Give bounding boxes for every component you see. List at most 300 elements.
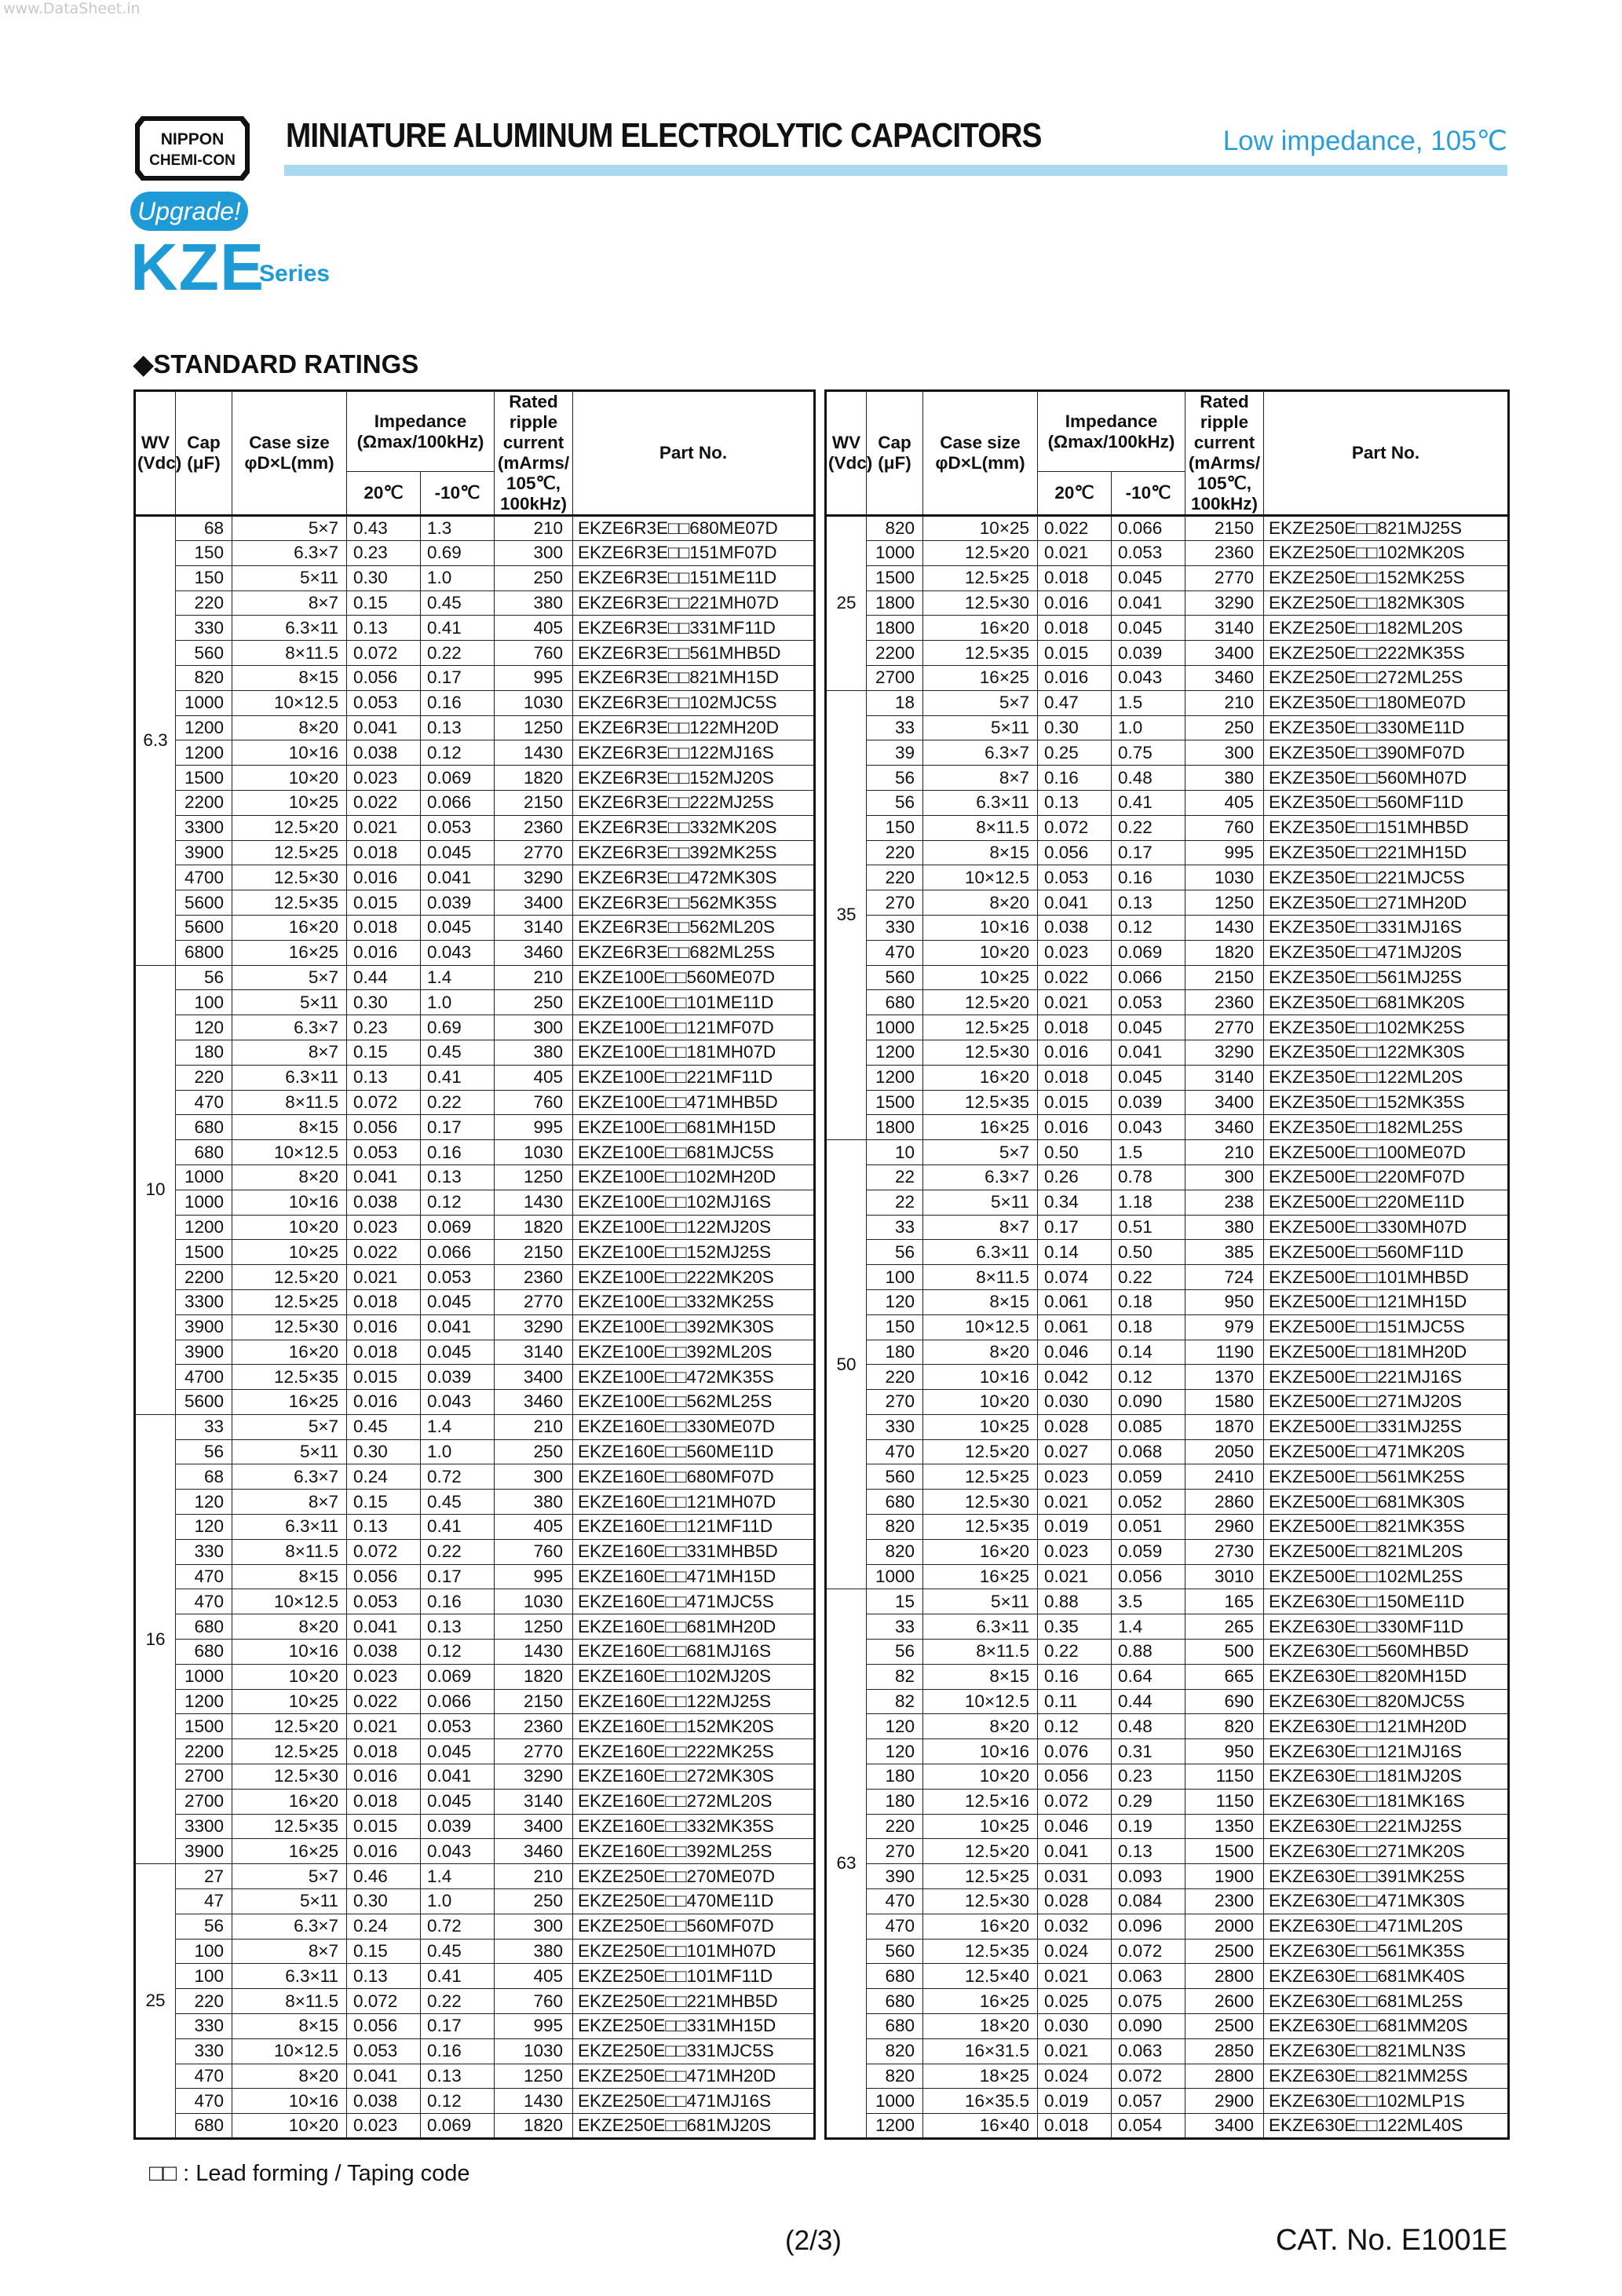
impedance-m10c-cell: 0.13 xyxy=(421,1164,495,1190)
part-number-cell: EKZE630E□□820MH15D xyxy=(1264,1664,1509,1689)
case-size-cell: 12.5×30 xyxy=(923,1490,1038,1515)
case-size-cell: 16×20 xyxy=(232,915,347,940)
part-number-cell: EKZE500E□□151MJC5S xyxy=(1264,1314,1509,1340)
case-size-cell: 10×16 xyxy=(923,915,1038,940)
header-line: Case size xyxy=(249,433,330,452)
part-number-cell: EKZE350E□□330ME11D xyxy=(1264,715,1509,740)
table-row xyxy=(135,565,815,590)
col-header-wv xyxy=(135,391,182,516)
table-row xyxy=(135,1839,815,1864)
impedance-20c-cell: 0.019 xyxy=(1038,2089,1112,2114)
ripple-current-cell: 995 xyxy=(495,1564,573,1589)
header-line: (Vdc) xyxy=(828,453,873,473)
table-row xyxy=(135,1289,815,1314)
impedance-20c-cell: 0.26 xyxy=(1038,1164,1112,1190)
ripple-current-cell: 405 xyxy=(495,1515,573,1540)
cap-cell: 3900 xyxy=(176,1839,232,1864)
ripple-current-cell: 380 xyxy=(495,1490,573,1515)
impedance-m10c-cell: 0.059 xyxy=(1112,1464,1185,1490)
ripple-current-cell: 250 xyxy=(495,990,573,1015)
impedance-m10c-cell: 0.22 xyxy=(421,1539,495,1564)
voltage-cell: 6.3 xyxy=(135,516,176,966)
table-row xyxy=(135,1664,815,1689)
table-row xyxy=(135,1040,815,1065)
ripple-current-cell: 3460 xyxy=(1185,1115,1264,1140)
ripple-current-cell: 300 xyxy=(1185,1164,1264,1190)
impedance-20c-cell: 0.038 xyxy=(347,2089,421,2114)
ripple-current-cell: 210 xyxy=(1185,690,1264,715)
part-number-cell: EKZE630E□□471MK30S xyxy=(1264,1889,1509,1914)
table-row xyxy=(826,1739,1509,1764)
case-size-cell: 12.5×25 xyxy=(923,1015,1038,1040)
cap-cell: 470 xyxy=(867,1889,923,1914)
impedance-20c-cell: 0.018 xyxy=(1038,1015,1112,1040)
cap-cell: 220 xyxy=(867,865,923,890)
part-number-cell: EKZE160E□□121MH07D xyxy=(573,1490,815,1515)
impedance-20c-cell: 0.023 xyxy=(347,1664,421,1689)
cap-cell: 180 xyxy=(176,1040,232,1065)
impedance-20c-cell: 0.056 xyxy=(347,665,421,690)
part-number-cell: EKZE250E□□272ML25S xyxy=(1264,665,1509,690)
impedance-20c-cell: 0.056 xyxy=(1038,1764,1112,1790)
impedance-m10c-cell: 0.066 xyxy=(421,1689,495,1714)
part-number-cell: EKZE250E□□101MF11D xyxy=(573,1964,815,1989)
header-line: Rated xyxy=(509,392,558,411)
case-size-cell: 5×11 xyxy=(923,1190,1038,1215)
cap-cell: 470 xyxy=(867,1914,923,1939)
impedance-m10c-cell: 0.090 xyxy=(1112,1390,1185,1415)
col-header-impedance xyxy=(1038,391,1185,472)
table-row xyxy=(135,641,815,666)
header-line: Impedance xyxy=(374,411,467,431)
impedance-m10c-cell: 0.053 xyxy=(1112,541,1185,566)
case-size-cell: 5×11 xyxy=(232,565,347,590)
impedance-20c-cell: 0.021 xyxy=(1038,1490,1112,1515)
impedance-20c-cell: 0.15 xyxy=(347,1490,421,1515)
cap-cell: 820 xyxy=(176,665,232,690)
impedance-20c-cell: 0.027 xyxy=(1038,1439,1112,1464)
cap-cell: 3900 xyxy=(176,1314,232,1340)
cap-cell: 2200 xyxy=(867,641,923,666)
impedance-20c-cell: 0.022 xyxy=(347,1240,421,1265)
table-row xyxy=(826,1215,1509,1240)
ripple-current-cell: 2150 xyxy=(1185,965,1264,990)
cap-cell: 680 xyxy=(867,1989,923,2014)
part-number-cell: EKZE350E□□102MK25S xyxy=(1264,1015,1509,1040)
case-size-cell: 12.5×40 xyxy=(923,1964,1038,1989)
impedance-m10c-cell: 0.17 xyxy=(421,1115,495,1140)
part-number-cell: EKZE250E□□681MJ20S xyxy=(573,2114,815,2139)
impedance-m10c-cell: 0.50 xyxy=(1112,1240,1185,1265)
cap-cell: 56 xyxy=(176,965,232,990)
impedance-20c-cell: 0.13 xyxy=(1038,790,1112,815)
case-size-cell: 8×11.5 xyxy=(232,1989,347,2014)
part-number-cell: EKZE250E□□222MK35S xyxy=(1264,641,1509,666)
impedance-m10c-cell: 0.22 xyxy=(1112,815,1185,840)
ripple-current-cell: 1150 xyxy=(1185,1764,1264,1790)
impedance-m10c-cell: 1.0 xyxy=(421,1889,495,1914)
ripple-current-cell: 2960 xyxy=(1185,1515,1264,1540)
impedance-m10c-cell: 0.057 xyxy=(1112,2089,1185,2114)
part-number-cell: EKZE500E□□220ME11D xyxy=(1264,1190,1509,1215)
cap-cell: 220 xyxy=(176,1065,232,1090)
cap-cell: 680 xyxy=(176,1614,232,1640)
part-number-cell: EKZE250E□□182MK30S xyxy=(1264,590,1509,616)
impedance-20c-cell: 0.061 xyxy=(1038,1289,1112,1314)
impedance-m10c-cell: 0.13 xyxy=(421,715,495,740)
header-line: (Ωmax/100kHz) xyxy=(1047,431,1175,452)
impedance-20c-cell: 0.038 xyxy=(347,1640,421,1665)
cap-cell: 680 xyxy=(176,2114,232,2139)
impedance-m10c-cell: 0.039 xyxy=(421,1814,495,1839)
ripple-current-cell: 2900 xyxy=(1185,2089,1264,2114)
table-row xyxy=(135,766,815,791)
case-size-cell: 10×20 xyxy=(923,1390,1038,1415)
ripple-current-cell: 2770 xyxy=(495,1739,573,1764)
ripple-current-cell: 1250 xyxy=(495,1614,573,1640)
cap-cell: 3300 xyxy=(176,1814,232,1839)
cap-cell: 100 xyxy=(867,1265,923,1290)
impedance-20c-cell: 0.028 xyxy=(1038,1414,1112,1439)
part-number-cell: EKZE160E□□331MHB5D xyxy=(573,1539,815,1564)
case-size-cell: 10×20 xyxy=(232,766,347,791)
impedance-20c-cell: 0.022 xyxy=(347,1689,421,1714)
part-number-cell: EKZE6R3E□□102MJC5S xyxy=(573,690,815,715)
impedance-20c-cell: 0.053 xyxy=(347,690,421,715)
case-size-cell: 10×12.5 xyxy=(232,690,347,715)
part-number-cell: EKZE350E□□390MF07D xyxy=(1264,740,1509,766)
impedance-m10c-cell: 0.041 xyxy=(421,1764,495,1790)
table-row xyxy=(826,1939,1509,1964)
table-row xyxy=(826,1614,1509,1640)
part-number-cell: EKZE250E□□471MH20D xyxy=(573,2064,815,2089)
impedance-20c-cell: 0.018 xyxy=(1038,1065,1112,1090)
part-number-cell: EKZE6R3E□□122MH20D xyxy=(573,715,815,740)
part-number-cell: EKZE160E□□681MH20D xyxy=(573,1614,815,1640)
cap-cell: 680 xyxy=(176,1140,232,1165)
part-number-cell: EKZE100E□□102MJ16S xyxy=(573,1190,815,1215)
case-size-cell: 18×25 xyxy=(923,2064,1038,2089)
case-size-cell: 10×16 xyxy=(923,1739,1038,1764)
cap-cell: 18 xyxy=(867,690,923,715)
table-row xyxy=(135,2089,815,2114)
cap-cell: 180 xyxy=(867,1789,923,1814)
part-number-cell: EKZE250E□□560MF07D xyxy=(573,1914,815,1939)
impedance-m10c-cell: 0.22 xyxy=(421,1989,495,2014)
cap-cell: 270 xyxy=(867,1839,923,1864)
part-number-cell: EKZE250E□□101MH07D xyxy=(573,1939,815,1964)
case-size-cell: 8×7 xyxy=(232,590,347,616)
part-number-cell: EKZE630E□□122ML40S xyxy=(1264,2114,1509,2139)
ripple-current-cell: 2360 xyxy=(495,1265,573,1290)
impedance-m10c-cell: 0.12 xyxy=(1112,915,1185,940)
table-row xyxy=(826,1015,1509,1040)
case-size-cell: 6.3×11 xyxy=(923,1614,1038,1640)
impedance-m10c-cell: 0.045 xyxy=(421,1289,495,1314)
ripple-current-cell: 995 xyxy=(495,2014,573,2039)
case-size-cell: 5×7 xyxy=(232,965,347,990)
ripple-current-cell: 3460 xyxy=(495,1839,573,1864)
ripple-current-cell: 2860 xyxy=(1185,1490,1264,1515)
impedance-20c-cell: 0.021 xyxy=(1038,1964,1112,1989)
table-row xyxy=(135,1365,815,1390)
part-number-cell: EKZE160E□□222MK25S xyxy=(573,1739,815,1764)
case-size-cell: 12.5×30 xyxy=(923,1889,1038,1914)
part-number-cell: EKZE6R3E□□682ML25S xyxy=(573,940,815,965)
catalog-number: CAT. No. E1001E xyxy=(1275,2224,1507,2257)
cap-cell: 330 xyxy=(176,1539,232,1564)
table-row xyxy=(135,516,815,541)
table-row xyxy=(135,1614,815,1640)
cap-cell: 100 xyxy=(176,990,232,1015)
part-number-cell: EKZE160E□□272MK30S xyxy=(573,1764,815,1790)
case-size-cell: 8×20 xyxy=(923,1340,1038,1365)
impedance-m10c-cell: 0.052 xyxy=(1112,1490,1185,1515)
ripple-current-cell: 1430 xyxy=(495,1190,573,1215)
part-number-cell: EKZE6R3E□□151ME11D xyxy=(573,565,815,590)
part-number-cell: EKZE100E□□471MHB5D xyxy=(573,1090,815,1115)
impedance-m10c-cell: 0.23 xyxy=(1112,1764,1185,1790)
case-size-cell: 12.5×20 xyxy=(923,1439,1038,1464)
impedance-20c-cell: 0.041 xyxy=(347,2064,421,2089)
ripple-current-cell: 3290 xyxy=(1185,590,1264,616)
case-size-cell: 12.5×30 xyxy=(232,1764,347,1790)
impedance-20c-cell: 0.47 xyxy=(1038,690,1112,715)
col-header-case xyxy=(232,391,347,516)
table-row xyxy=(135,965,815,990)
cap-cell: 1000 xyxy=(176,1190,232,1215)
part-number-cell: EKZE100E□□152MJ25S xyxy=(573,1240,815,1265)
case-size-cell: 8×15 xyxy=(923,1289,1038,1314)
table-row xyxy=(826,1914,1509,1939)
part-number-cell: EKZE250E□□270ME07D xyxy=(573,1864,815,1889)
impedance-m10c-cell: 0.41 xyxy=(1112,790,1185,815)
case-size-cell: 8×20 xyxy=(232,715,347,740)
ripple-current-cell: 760 xyxy=(1185,815,1264,840)
part-number-cell: EKZE6R3E□□821MH15D xyxy=(573,665,815,690)
cap-cell: 2200 xyxy=(176,1265,232,1290)
ratings-table-body xyxy=(826,516,1509,2139)
case-size-cell: 6.3×7 xyxy=(232,1464,347,1490)
impedance-20c-cell: 0.053 xyxy=(1038,865,1112,890)
cap-cell: 2200 xyxy=(176,790,232,815)
cap-cell: 3900 xyxy=(176,1340,232,1365)
ripple-current-cell: 1250 xyxy=(1185,890,1264,916)
impedance-m10c-cell: 0.72 xyxy=(421,1914,495,1939)
impedance-20c-cell: 0.022 xyxy=(1038,516,1112,541)
impedance-20c-cell: 0.015 xyxy=(347,890,421,916)
case-size-cell: 6.3×7 xyxy=(232,541,347,566)
case-size-cell: 18×20 xyxy=(923,2014,1038,2039)
impedance-20c-cell: 0.038 xyxy=(1038,915,1112,940)
part-number-cell: EKZE100E□□122MJ20S xyxy=(573,1215,815,1240)
impedance-m10c-cell: 1.0 xyxy=(421,990,495,1015)
impedance-20c-cell: 0.15 xyxy=(347,1040,421,1065)
table-row xyxy=(826,2064,1509,2089)
ripple-current-cell: 380 xyxy=(495,590,573,616)
ripple-current-cell: 2770 xyxy=(1185,1015,1264,1040)
table-row xyxy=(826,1340,1509,1365)
impedance-m10c-cell: 1.5 xyxy=(1112,1140,1185,1165)
cap-cell: 220 xyxy=(867,1814,923,1839)
ripple-current-cell: 300 xyxy=(495,541,573,566)
impedance-20c-cell: 0.015 xyxy=(347,1365,421,1390)
cap-cell: 470 xyxy=(176,2089,232,2114)
impedance-m10c-cell: 0.16 xyxy=(421,1589,495,1614)
ripple-current-cell: 3290 xyxy=(495,1314,573,1340)
part-number-cell: EKZE500E□□821ML20S xyxy=(1264,1539,1509,1564)
impedance-m10c-cell: 0.13 xyxy=(421,1614,495,1640)
impedance-20c-cell: 0.072 xyxy=(347,1539,421,1564)
impedance-20c-cell: 0.23 xyxy=(347,541,421,566)
part-number-cell: EKZE630E□□330MF11D xyxy=(1264,1614,1509,1640)
ripple-current-cell: 2360 xyxy=(495,1714,573,1739)
impedance-20c-cell: 0.053 xyxy=(347,2038,421,2064)
impedance-20c-cell: 0.018 xyxy=(347,1289,421,1314)
part-number-cell: EKZE160E□□392ML25S xyxy=(573,1839,815,1864)
col-header-cap xyxy=(176,391,232,516)
ripple-current-cell: 760 xyxy=(495,641,573,666)
impedance-20c-cell: 0.025 xyxy=(1038,1989,1112,2014)
part-number-cell: EKZE500E□□181MH20D xyxy=(1264,1340,1509,1365)
table-row xyxy=(826,2089,1509,2114)
impedance-20c-cell: 0.038 xyxy=(347,740,421,766)
impedance-m10c-cell: 0.045 xyxy=(421,915,495,940)
ripple-current-cell: 3290 xyxy=(495,1764,573,1790)
impedance-20c-cell: 0.074 xyxy=(1038,1265,1112,1290)
impedance-m10c-cell: 0.45 xyxy=(421,1939,495,1964)
voltage-cell: 25 xyxy=(826,516,867,691)
table-row xyxy=(135,1589,815,1614)
ratings-table-body xyxy=(135,516,815,2139)
case-size-cell: 5×7 xyxy=(923,690,1038,715)
impedance-20c-cell: 0.021 xyxy=(1038,541,1112,566)
table-row xyxy=(826,2014,1509,2039)
table-row xyxy=(826,541,1509,566)
table-row xyxy=(826,1989,1509,2014)
case-size-cell: 10×12.5 xyxy=(923,1314,1038,1340)
impedance-m10c-cell: 1.4 xyxy=(421,1864,495,1889)
ripple-current-cell: 265 xyxy=(1185,1614,1264,1640)
impedance-20c-cell: 0.35 xyxy=(1038,1614,1112,1640)
impedance-m10c-cell: 0.066 xyxy=(1112,516,1185,541)
ripple-current-cell: 1370 xyxy=(1185,1365,1264,1390)
impedance-m10c-cell: 0.063 xyxy=(1112,1964,1185,1989)
case-size-cell: 8×15 xyxy=(232,665,347,690)
col-header-cap xyxy=(867,391,923,516)
case-size-cell: 10×25 xyxy=(923,1414,1038,1439)
impedance-20c-cell: 0.50 xyxy=(1038,1140,1112,1165)
impedance-20c-cell: 0.018 xyxy=(347,1739,421,1764)
part-number-cell: EKZE6R3E□□151MF07D xyxy=(573,541,815,566)
nippon-chemi-con-logo xyxy=(133,115,251,182)
part-number-cell: EKZE100E□□392MK30S xyxy=(573,1314,815,1340)
impedance-20c-cell: 0.021 xyxy=(1038,2038,1112,2064)
case-size-cell: 8×15 xyxy=(923,840,1038,865)
impedance-m10c-cell: 0.72 xyxy=(421,1464,495,1490)
cap-cell: 270 xyxy=(867,1390,923,1415)
case-size-cell: 10×25 xyxy=(232,1689,347,1714)
case-size-cell: 8×11.5 xyxy=(923,815,1038,840)
cap-cell: 470 xyxy=(867,940,923,965)
ripple-current-cell: 1820 xyxy=(495,766,573,791)
part-number-cell: EKZE100E□□472MK35S xyxy=(573,1365,815,1390)
impedance-20c-cell: 0.030 xyxy=(1038,2014,1112,2039)
case-size-cell: 16×20 xyxy=(923,1539,1038,1564)
cap-cell: 220 xyxy=(176,1989,232,2014)
ripple-current-cell: 380 xyxy=(495,1040,573,1065)
case-size-cell: 8×11.5 xyxy=(232,641,347,666)
ripple-current-cell: 405 xyxy=(495,616,573,641)
voltage-cell: 63 xyxy=(826,1589,867,2139)
header-line: (μF) xyxy=(187,453,221,473)
cap-cell: 5600 xyxy=(176,890,232,916)
part-number-cell: EKZE630E□□181MJ20S xyxy=(1264,1764,1509,1790)
table-row xyxy=(135,590,815,616)
table-row xyxy=(826,1814,1509,1839)
impedance-20c-cell: 0.042 xyxy=(1038,1365,1112,1390)
impedance-20c-cell: 0.031 xyxy=(1038,1864,1112,1889)
impedance-m10c-cell: 0.043 xyxy=(421,1839,495,1864)
impedance-m10c-cell: 0.045 xyxy=(1112,1065,1185,1090)
impedance-20c-cell: 0.24 xyxy=(347,1464,421,1490)
table-row xyxy=(135,715,815,740)
ripple-current-cell: 3400 xyxy=(1185,1090,1264,1115)
impedance-20c-cell: 0.041 xyxy=(347,1164,421,1190)
impedance-20c-cell: 0.018 xyxy=(1038,2114,1112,2139)
impedance-m10c-cell: 0.045 xyxy=(1112,565,1185,590)
table-row xyxy=(826,766,1509,791)
table-row xyxy=(826,790,1509,815)
impedance-20c-cell: 0.015 xyxy=(1038,1090,1112,1115)
logo-line2: CHEMI-CON xyxy=(149,152,236,169)
ripple-current-cell: 760 xyxy=(495,1090,573,1115)
case-size-cell: 5×11 xyxy=(232,990,347,1015)
header-line: Cap xyxy=(878,433,911,452)
impedance-m10c-cell: 0.51 xyxy=(1112,1215,1185,1240)
part-number-cell: EKZE350E□□151MHB5D xyxy=(1264,815,1509,840)
ripple-current-cell: 2770 xyxy=(1185,565,1264,590)
part-number-cell: EKZE100E□□102MH20D xyxy=(573,1164,815,1190)
table-row xyxy=(135,690,815,715)
header-line: Case size xyxy=(940,433,1021,452)
ripple-current-cell: 760 xyxy=(495,1539,573,1564)
ripple-current-cell: 2800 xyxy=(1185,1964,1264,1989)
case-size-cell: 8×7 xyxy=(232,1490,347,1515)
table-row xyxy=(826,1365,1509,1390)
cap-cell: 680 xyxy=(867,1490,923,1515)
part-number-cell: EKZE100E□□560ME07D xyxy=(573,965,815,990)
impedance-m10c-cell: 0.072 xyxy=(1112,2064,1185,2089)
ripple-current-cell: 1030 xyxy=(495,2038,573,2064)
case-size-cell: 6.3×11 xyxy=(923,1240,1038,1265)
table-row xyxy=(135,1490,815,1515)
header-line: Impedance xyxy=(1065,411,1158,431)
ripple-current-cell: 250 xyxy=(1185,715,1264,740)
table-row xyxy=(826,516,1509,541)
table-row xyxy=(826,590,1509,616)
ripple-current-cell: 2150 xyxy=(495,790,573,815)
impedance-20c-cell: 0.061 xyxy=(1038,1314,1112,1340)
table-row xyxy=(135,940,815,965)
cap-cell: 150 xyxy=(176,565,232,590)
part-number-cell: EKZE160E□□330ME07D xyxy=(573,1414,815,1439)
table-row xyxy=(826,1414,1509,1439)
part-number-cell: EKZE100E□□681MJC5S xyxy=(573,1140,815,1165)
header-line: φD×L(mm) xyxy=(935,453,1025,473)
col-header-impedance xyxy=(347,391,495,472)
header-line: current xyxy=(1193,433,1255,452)
